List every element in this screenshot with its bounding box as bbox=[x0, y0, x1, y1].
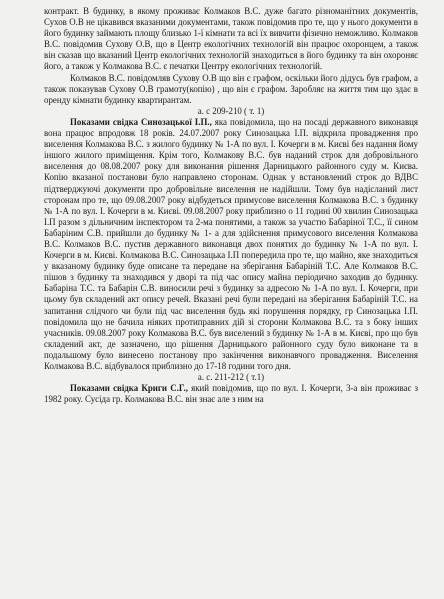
paragraph-testimony-kryga bbox=[44, 383, 418, 405]
testimony-heading-synozatska: Показами свідка Синозацької І.П., bbox=[70, 116, 212, 127]
paragraph-testimony-synozatska bbox=[44, 117, 418, 372]
case-reference-1: а. с 209-210 ( т. 1) bbox=[197, 105, 265, 116]
paragraph-1: контракт. В будинку, в якому проживає Колмаков В.С. дуже багато різноманітних документів, Сухов О.В не цікавився вказаними документами, також повідомив про те, що у нього документи в його будинку займають площу близько 1-ї кімнати та всі їх вивчити фізично неможливо. Колмаков В.С. повідомив Сухову О.В, що в Центр екологічних технологій він працює охоронцем, а також він сказав що вказаний Центр екологічних технологій знаходиться в його будинку та він охороняє його, а також у Колмакова В.С. є печатки Центру екологічних технологій. bbox=[44, 6, 418, 72]
testimony-text-synozatska: яка повідомила, що на посаді державного виконавця вона працює впродовж 18 років. 24.07.2007 року Синозацька І.П. відкрила провадження про виселення Колмакова В.С. з жилого будинку № 1-А по вул. І. Кочерги в м. Києві без надання йому іншого жилого приміщення. Крім того, Колмакову В.С. був наданий строк для добровільного виселення до 08.08.2007 року для виконання рішення Дарницького районного суду м. Києва. Копію вказаної постанови було направлено сторонам. Однак у встановлений строк до ВДВС підтверджуючі документи про добровільне виселення не надійшли. Тому був надісланий лист сторонам про те, що 09.08.2007 року відбудеться примусове виселення Колмакова В.С. з будинку № 1-А по вул. І. Кочерги в м. Києві. 09.08.2007 року приблизно о 11 годині 00 хвилин Синозацька І.П разом з дільничним інспектором та 2-ма понятими, а також за участю Бабаріної Т.С., її сином Бабаріним С.В. прийшли до будинку № 1- а для здійснення примусового виселення Колмакова В.С. Колмаков В.С. пустив державного виконавця двох понятих до будинку № 1-А по вул. І. Кочерги в м. Києві. Колмакова В.С. Синозацька І.П попередила про те, що майно, яке знаходиться у вказаному будинку буде описане та передане на зберігання Бабаріній Т.С. Але Колмаков В.С. пішов з будинку та знаходився у дворі та під час опису майна періодично заходив до будинку. Бабаріна Т.С. та Бабарін С.В. виносили речі з будинку за адресою № 1-А по вул. І. Кочерги, при цьому був складений акт опису речей. Вказані речі були передані на зберігання Бабаріній Т.С. на запитання слідчого чи були під час виселення будь які порушення порядку, гр Синозацька І.П. повідомила що не бачила ніяких протиправних дій зі сторони Колмакова В.С. та з боку інших учасників. 09.08.2007 року Колмакова В.С. був виселений з будинку № 1-А в м. Києві, про що був складений акт, де зазначено, що рішення Дарницького районного суду було виконане та в подальшому було винесено постанову про закінчення виконавчого провадження. Виселення Колмакова В.С. відбувалося приблизно до 17-18 години того дня. bbox=[44, 116, 418, 371]
testimony-text-kryga: який повідомив, що по вул. І. Кочерги, 3-а він проживає з 1982 року. Сусіда гр. Колмакова В.С. він знає але з ним на bbox=[44, 383, 418, 405]
testimony-heading-kryga: Показами свідка Криги С.Г., bbox=[70, 383, 188, 394]
paragraph-2: Колмаков В.С. повідомляв Сухову О.В що він є графом, оскільки його дідусь був графом, а також показував Сухову О.В грамоту(копію) , що він є графом. Заробляє на життя тим що здає в оренду кімнати будинку квартирантам. bbox=[44, 72, 418, 105]
case-reference-2: а. с. 211-212 ( т.1) bbox=[197, 372, 265, 383]
